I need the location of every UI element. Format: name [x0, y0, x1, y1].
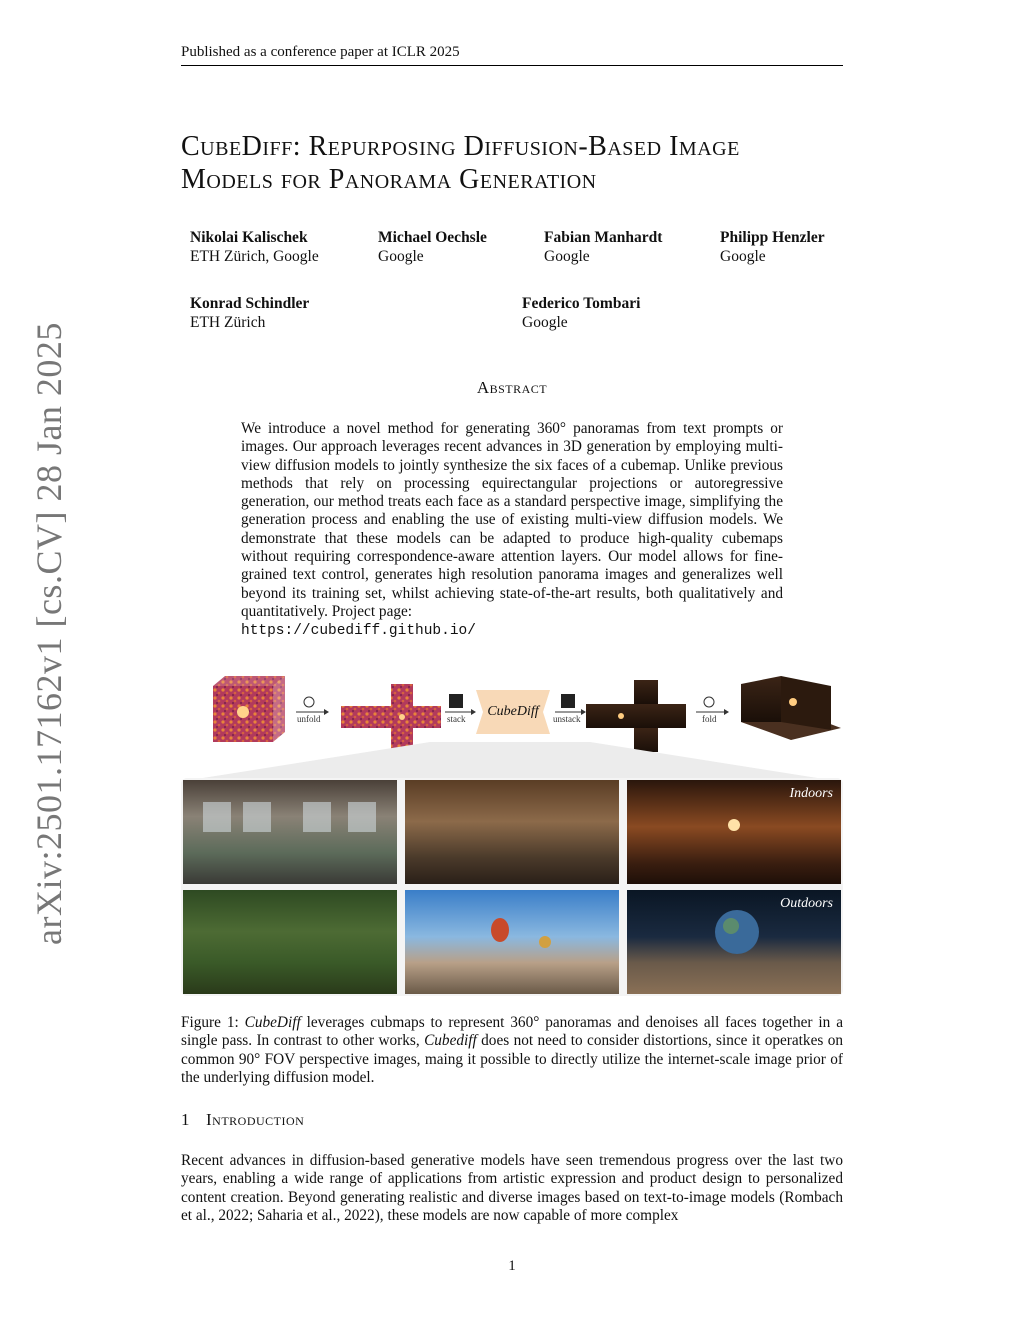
unstack-arrow [555, 694, 586, 715]
paper-title [181, 130, 861, 196]
section-heading [181, 1110, 304, 1130]
author-name: Michael Oechsle [378, 229, 487, 246]
author-name: Federico Tombari [522, 295, 641, 312]
abstract-body [241, 420, 783, 641]
panorama-outdoor-2 [405, 890, 619, 994]
abstract-text: We introduce a novel method for generating 360° panoramas from text prompts or images. Our approach leverages recent advances in 3D generation by employing multi-view diffusion models to jointly synthesize the six faces of a cubemap. Unlike previous methods that rely on processing equirectangular projections or autoregressive generation, our method treats each face as a standard perspective image, simplifying the generation process and enabling the use of existing multi-view diffusion models. We demonstrate that these models can be adapted to produce high-quality cubemaps without requiring correspondence-aware attention layers. Our model allows for fine-grained text control, generates high resolution panorama images and generalizes well beyond its training set, whilst achieving state-of-the-art results, both qualitatively and quantitatively. Project page: [241, 420, 783, 620]
title-line-2: Models for Panorama Generation [181, 164, 597, 195]
author-affiliation: ETH Zürich [190, 314, 266, 331]
panorama-indoor-2 [405, 780, 619, 884]
title-line-1: CubeDiff: Repurposing Diffusion-Based Image [181, 131, 740, 162]
section-number: 1 [181, 1110, 190, 1129]
caption-emphasis-2: Cubediff [424, 1032, 477, 1050]
author-4 [720, 228, 825, 266]
author-6 [522, 294, 640, 332]
page-number: 1 [508, 1258, 516, 1274]
outdoors-label: Outdoors [780, 896, 833, 911]
section-title: Introduction [206, 1110, 305, 1129]
author-name: Konrad Schindler [190, 295, 310, 312]
project-url-link[interactable]: https://cubediff.github.io/ [241, 623, 476, 640]
abstract-heading: Abstract [476, 378, 548, 397]
author-1 [190, 228, 319, 266]
panorama-outdoor-3 [627, 890, 841, 994]
author-name: Nikolai Kalischek [190, 229, 308, 246]
intro-paragraph: Recent advances in diffusion-based generative models have seen tremendous progress over the last two years, enabling a wide range of applications from artistic expression and product design to personalized content creation. Beyond generating realistic and diverse images based on text-to-image models (Rombach et al., 2022; Saharia et al., 2022), these models are now capable of more complex [181, 1152, 843, 1224]
panorama-grid [181, 778, 843, 996]
caption-text-1: leverages cubmaps to represent 360° panoramas and denoises all faces together in a single pass. In contrast to other works, [181, 1014, 843, 1050]
noisy-cube [213, 676, 285, 742]
unfold-label: unfold [297, 714, 321, 724]
author-affiliation: Google [522, 314, 568, 331]
unfold-arrow [296, 697, 329, 715]
running-header: Published as a conference paper at ICLR 2025 [181, 44, 843, 66]
fold-arrow [696, 697, 729, 715]
stack-arrow [445, 694, 476, 715]
author-3 [544, 228, 662, 266]
arxiv-stamp: arXiv:2501.17162v1 [cs.CV] 28 Jan 2025 [29, 322, 69, 945]
author-affiliation: ETH Zürich, Google [190, 248, 319, 265]
stack-label: stack [447, 714, 466, 724]
author-affiliation: Google [378, 248, 424, 265]
author-name: Fabian Manhardt [544, 229, 663, 246]
caption-prefix: Figure 1: [181, 1014, 239, 1031]
figure-fan [190, 742, 830, 782]
figure-caption [181, 1014, 843, 1087]
author-affiliation: Google [720, 248, 766, 265]
folded-room [741, 676, 841, 740]
indoors-label: Indoors [789, 786, 833, 801]
panorama-outdoor-1 [183, 890, 397, 994]
author-name: Philipp Henzler [720, 229, 825, 246]
author-2 [378, 228, 487, 266]
panorama-indoor-1 [183, 780, 397, 884]
caption-text-2: does not need to consider distortions, since it operatkes on common 90° FOV perspective images, maing it possible to directly utilize the internet-scale image prior of the underlying diffusion model. [181, 1032, 844, 1086]
noisy-cubemap-net [341, 684, 441, 750]
fold-label: fold [702, 714, 717, 724]
author-affiliation: Google [544, 248, 590, 265]
panorama-indoor-3 [627, 780, 841, 884]
author-5 [190, 294, 309, 332]
caption-emphasis: CubeDiff [244, 1014, 301, 1031]
unstack-label: unstack [553, 714, 581, 724]
cubediff-label: CubeDiff [487, 704, 539, 719]
